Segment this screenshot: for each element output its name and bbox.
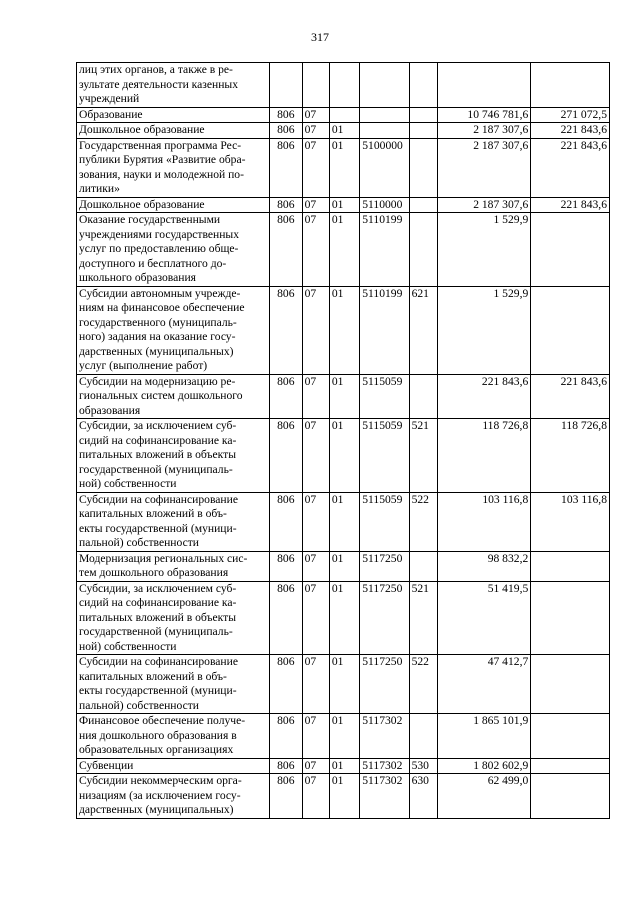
amount-total-cell: 47 412,7 bbox=[437, 655, 530, 714]
section-code-cell: 07 bbox=[302, 492, 329, 551]
department-code-cell: 806 bbox=[270, 123, 303, 139]
item-name-line: Дошкольное образование bbox=[79, 197, 205, 211]
item-name-line: услуг по предоставлению обще- bbox=[79, 242, 239, 255]
department-code-cell: 806 bbox=[270, 107, 303, 123]
item-name-line: лиц этих органов, а также в ре- bbox=[79, 63, 233, 76]
item-name-cell bbox=[77, 758, 270, 774]
target-article-code-cell bbox=[360, 107, 409, 123]
item-name-line: Субсидии автономным учрежде- bbox=[79, 286, 241, 300]
amount-federal-cell bbox=[531, 714, 610, 759]
amount-federal-cell bbox=[531, 758, 610, 774]
amount-total-cell: 221 843,6 bbox=[437, 374, 530, 419]
target-article-code-cell bbox=[360, 123, 409, 139]
item-name-line: дарственных (муниципальных) bbox=[79, 803, 234, 816]
item-name-line: государственной (муниципаль- bbox=[79, 625, 233, 638]
target-article-code-cell: 5110199 bbox=[360, 286, 409, 374]
subsection-code-cell: 01 bbox=[329, 581, 359, 655]
amount-federal-cell: 221 843,6 bbox=[531, 138, 610, 197]
item-name-cell bbox=[77, 213, 270, 287]
item-name-line: государственного (муниципаль- bbox=[79, 315, 237, 329]
expense-type-code-cell: 630 bbox=[409, 774, 437, 819]
item-name-line: питальных вложений в объекты bbox=[79, 448, 237, 461]
amount-federal-cell bbox=[531, 63, 610, 108]
table-row bbox=[77, 581, 610, 655]
table-row bbox=[77, 123, 610, 139]
item-name-line: дарственных (муниципальных) bbox=[79, 344, 234, 358]
item-name-cell bbox=[77, 286, 270, 374]
item-name-line: литики» bbox=[79, 182, 120, 195]
subsection-code-cell bbox=[329, 107, 359, 123]
item-name-line: Образование bbox=[79, 107, 143, 121]
item-name-cell bbox=[77, 714, 270, 759]
section-code-cell: 07 bbox=[302, 714, 329, 759]
amount-federal-cell bbox=[531, 286, 610, 374]
table-row bbox=[77, 714, 610, 759]
item-name-line: Оказание государственными bbox=[79, 213, 221, 226]
budget-table-body bbox=[77, 63, 610, 819]
expense-type-code-cell: 521 bbox=[409, 581, 437, 655]
item-name-line: екты государственной (муници- bbox=[79, 521, 237, 535]
amount-federal-cell bbox=[531, 774, 610, 819]
amount-total-cell: 2 187 307,6 bbox=[437, 197, 530, 213]
item-name-line: питальных вложений в объекты bbox=[79, 610, 237, 624]
section-code-cell: 07 bbox=[302, 758, 329, 774]
item-name-line: ной) собственности bbox=[79, 477, 177, 490]
item-name-line: капитальных вложений в объ- bbox=[79, 507, 227, 520]
amount-federal-cell: 103 116,8 bbox=[531, 492, 610, 551]
department-code-cell: 806 bbox=[270, 581, 303, 655]
expense-type-code-cell bbox=[409, 63, 437, 108]
expense-type-code-cell bbox=[409, 123, 437, 139]
target-article-code-cell: 5117250 bbox=[360, 551, 409, 581]
amount-total-cell: 1 802 602,9 bbox=[437, 758, 530, 774]
section-code-cell: 07 bbox=[302, 374, 329, 419]
table-row bbox=[77, 758, 610, 774]
item-name-line: публики Бурятия «Развитие обра- bbox=[79, 153, 246, 166]
item-name-line: ного) задания на оказание госу- bbox=[79, 330, 236, 343]
item-name-cell bbox=[77, 655, 270, 714]
item-name-line: тем дошкольного образования bbox=[79, 566, 229, 579]
item-name-cell bbox=[77, 138, 270, 197]
expense-type-code-cell: 522 bbox=[409, 655, 437, 714]
item-name-line: ниям на финансовое обеспечение bbox=[79, 301, 245, 314]
section-code-cell: 07 bbox=[302, 107, 329, 123]
item-name-line: сидий на софинансирование ка- bbox=[79, 596, 237, 609]
subsection-code-cell: 01 bbox=[329, 123, 359, 139]
subsection-code-cell: 01 bbox=[329, 197, 359, 213]
amount-total-cell: 1 529,9 bbox=[437, 286, 530, 374]
item-name-line: Субсидии, за исключением суб- bbox=[79, 581, 237, 595]
target-article-code-cell: 5117302 bbox=[360, 758, 409, 774]
subsection-code-cell: 01 bbox=[329, 138, 359, 197]
item-name-cell bbox=[77, 123, 270, 139]
amount-total-cell: 1 529,9 bbox=[437, 213, 530, 287]
table-row bbox=[77, 286, 610, 374]
item-name-line: зования, науки и молодежной по- bbox=[79, 167, 244, 181]
section-code-cell: 07 bbox=[302, 551, 329, 581]
section-code-cell: 07 bbox=[302, 774, 329, 819]
subsection-code-cell: 01 bbox=[329, 551, 359, 581]
expense-type-code-cell bbox=[409, 197, 437, 213]
section-code-cell bbox=[302, 63, 329, 108]
section-code-cell: 07 bbox=[302, 138, 329, 197]
item-name-cell bbox=[77, 492, 270, 551]
section-code-cell: 07 bbox=[302, 213, 329, 287]
item-name-line: ной) собственности bbox=[79, 639, 177, 653]
target-article-code-cell: 5100000 bbox=[360, 138, 409, 197]
item-name-cell bbox=[77, 419, 270, 493]
amount-total-cell: 62 499,0 bbox=[437, 774, 530, 819]
amount-federal-cell bbox=[531, 551, 610, 581]
amount-federal-cell bbox=[531, 655, 610, 714]
department-code-cell: 806 bbox=[270, 213, 303, 287]
amount-federal-cell bbox=[531, 213, 610, 287]
item-name-cell bbox=[77, 581, 270, 655]
section-code-cell: 07 bbox=[302, 419, 329, 493]
item-name-line: доступного и бесплатного до- bbox=[79, 256, 227, 270]
item-name-line: услуг (выполнение работ) bbox=[79, 359, 208, 372]
item-name-cell bbox=[77, 774, 270, 819]
item-name-cell bbox=[77, 197, 270, 213]
item-name-cell bbox=[77, 374, 270, 419]
amount-total-cell: 10 746 781,6 bbox=[437, 107, 530, 123]
amount-total-cell: 2 187 307,6 bbox=[437, 123, 530, 139]
item-name-cell bbox=[77, 551, 270, 581]
target-article-code-cell: 5115059 bbox=[360, 374, 409, 419]
department-code-cell: 806 bbox=[270, 286, 303, 374]
subsection-code-cell: 01 bbox=[329, 714, 359, 759]
amount-total-cell: 98 832,2 bbox=[437, 551, 530, 581]
expense-type-code-cell: 521 bbox=[409, 419, 437, 493]
amount-federal-cell bbox=[531, 581, 610, 655]
subsection-code-cell: 01 bbox=[329, 213, 359, 287]
department-code-cell: 806 bbox=[270, 374, 303, 419]
section-code-cell: 07 bbox=[302, 197, 329, 213]
expense-type-code-cell bbox=[409, 138, 437, 197]
department-code-cell: 806 bbox=[270, 492, 303, 551]
item-name-line: екты государственной (муници- bbox=[79, 684, 237, 697]
target-article-code-cell: 5117250 bbox=[360, 655, 409, 714]
item-name-line: низациям (за исключением госу- bbox=[79, 788, 241, 802]
item-name-line: Субсидии на софинансирование bbox=[79, 655, 238, 668]
table-row bbox=[77, 63, 610, 108]
item-name-line: образования bbox=[79, 403, 141, 417]
department-code-cell: 806 bbox=[270, 655, 303, 714]
section-code-cell: 07 bbox=[302, 581, 329, 655]
amount-federal-cell: 221 843,6 bbox=[531, 197, 610, 213]
table-row bbox=[77, 213, 610, 287]
item-name-line: учреждений bbox=[79, 92, 140, 105]
table-row bbox=[77, 551, 610, 581]
expense-type-code-cell: 530 bbox=[409, 758, 437, 774]
amount-federal-cell: 221 843,6 bbox=[531, 123, 610, 139]
subsection-code-cell bbox=[329, 63, 359, 108]
item-name-line: государственной (муниципаль- bbox=[79, 462, 233, 476]
item-name-line: школьного образования bbox=[79, 271, 197, 284]
expense-type-code-cell: 621 bbox=[409, 286, 437, 374]
table-row bbox=[77, 774, 610, 819]
amount-total-cell: 1 865 101,9 bbox=[437, 714, 530, 759]
department-code-cell bbox=[270, 63, 303, 108]
budget-table bbox=[76, 62, 610, 819]
amount-federal-cell: 271 072,5 bbox=[531, 107, 610, 123]
amount-total-cell: 2 187 307,6 bbox=[437, 138, 530, 197]
table-row bbox=[77, 419, 610, 493]
table-row bbox=[77, 138, 610, 197]
item-name-line: Дошкольное образование bbox=[79, 123, 205, 136]
subsection-code-cell: 01 bbox=[329, 374, 359, 419]
item-name-line: Субсидии, за исключением суб- bbox=[79, 419, 237, 432]
amount-total-cell bbox=[437, 63, 530, 108]
target-article-code-cell: 5117302 bbox=[360, 714, 409, 759]
expense-type-code-cell bbox=[409, 374, 437, 419]
subsection-code-cell: 01 bbox=[329, 655, 359, 714]
page-number: 317 bbox=[311, 30, 329, 44]
subsection-code-cell: 01 bbox=[329, 758, 359, 774]
table-row bbox=[77, 374, 610, 419]
item-name-line: зультате деятельности казенных bbox=[79, 77, 239, 91]
department-code-cell: 806 bbox=[270, 714, 303, 759]
item-name-line: Субсидии на софинансирование bbox=[79, 492, 238, 506]
subsection-code-cell: 01 bbox=[329, 492, 359, 551]
item-name-line: Государственная программа Рес- bbox=[79, 138, 242, 152]
department-code-cell: 806 bbox=[270, 419, 303, 493]
item-name-line: образовательных организациях bbox=[79, 743, 234, 756]
target-article-code-cell bbox=[360, 63, 409, 108]
item-name-line: Модернизация региональных сис- bbox=[79, 551, 248, 565]
department-code-cell: 806 bbox=[270, 758, 303, 774]
item-name-line: Финансовое обеспечение получе- bbox=[79, 714, 246, 727]
expense-type-code-cell bbox=[409, 107, 437, 123]
department-code-cell: 806 bbox=[270, 551, 303, 581]
item-name-cell bbox=[77, 107, 270, 123]
table-row bbox=[77, 107, 610, 123]
item-name-line: Субвенции bbox=[79, 758, 134, 772]
target-article-code-cell: 5117250 bbox=[360, 581, 409, 655]
item-name-line: ния дошкольного образования в bbox=[79, 728, 237, 742]
expense-type-code-cell bbox=[409, 551, 437, 581]
department-code-cell: 806 bbox=[270, 197, 303, 213]
item-name-cell bbox=[77, 63, 270, 108]
target-article-code-cell: 5115059 bbox=[360, 492, 409, 551]
item-name-line: Субсидии некоммерческим орга- bbox=[79, 774, 242, 787]
target-article-code-cell: 5117302 bbox=[360, 774, 409, 819]
amount-total-cell: 51 419,5 bbox=[437, 581, 530, 655]
item-name-line: сидий на софинансирование ка- bbox=[79, 433, 237, 447]
item-name-line: пальной) собственности bbox=[79, 698, 200, 712]
amount-total-cell: 118 726,8 bbox=[437, 419, 530, 493]
item-name-line: пальной) собственности bbox=[79, 536, 200, 549]
item-name-line: гиональных систем дошкольного bbox=[79, 389, 243, 402]
table-row bbox=[77, 197, 610, 213]
department-code-cell: 806 bbox=[270, 138, 303, 197]
section-code-cell: 07 bbox=[302, 286, 329, 374]
table-row bbox=[77, 655, 610, 714]
department-code-cell: 806 bbox=[270, 774, 303, 819]
item-name-line: учреждениями государственных bbox=[79, 227, 240, 241]
amount-federal-cell: 221 843,6 bbox=[531, 374, 610, 419]
expense-type-code-cell: 522 bbox=[409, 492, 437, 551]
subsection-code-cell: 01 bbox=[329, 774, 359, 819]
expense-type-code-cell bbox=[409, 714, 437, 759]
amount-total-cell: 103 116,8 bbox=[437, 492, 530, 551]
target-article-code-cell: 5110000 bbox=[360, 197, 409, 213]
subsection-code-cell: 01 bbox=[329, 419, 359, 493]
amount-federal-cell: 118 726,8 bbox=[531, 419, 610, 493]
target-article-code-cell: 5110199 bbox=[360, 213, 409, 287]
table-row bbox=[77, 492, 610, 551]
expense-type-code-cell bbox=[409, 213, 437, 287]
item-name-line: капитальных вложений в объ- bbox=[79, 669, 227, 683]
section-code-cell: 07 bbox=[302, 123, 329, 139]
subsection-code-cell: 01 bbox=[329, 286, 359, 374]
target-article-code-cell: 5115059 bbox=[360, 419, 409, 493]
item-name-line: Субсидии на модернизацию ре- bbox=[79, 374, 236, 388]
section-code-cell: 07 bbox=[302, 655, 329, 714]
